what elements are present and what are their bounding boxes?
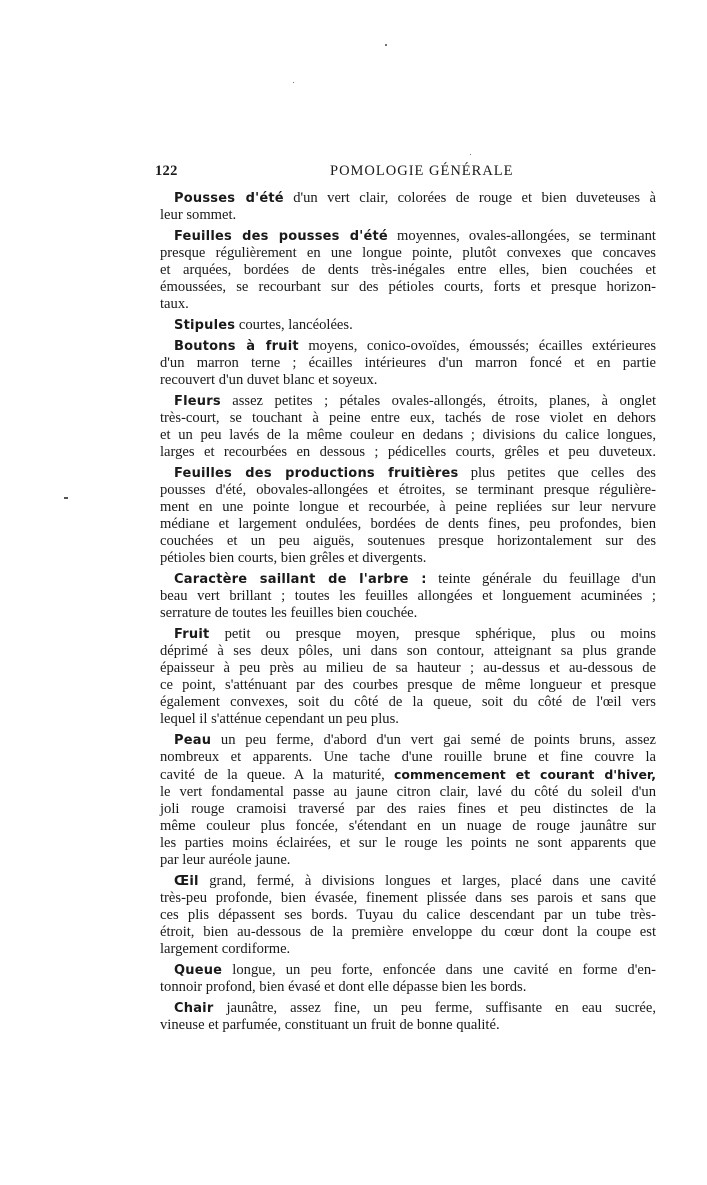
paragraph-queue: Queue longue, un peu forte, enfoncée dans une cavité en forme d'en- tonnoir profond, bien évasé et dont elle dépasse bien les bords.	[160, 962, 656, 995]
paragraph-feuilles-productions: Feuilles des productions fruitières plus petites que celles des pousses d'été, obovales-allongées et étroites, se terminant presque régulière- ment en une pointe longue et recourbée, à peine repliées sur leur nervure médiane et largement ondulées, bordées de dents fines, peu profondes, bien couchées et un peu aiguës, soutenues presque horizontalement sur des pétioles bien courts, bien grêles et divergents.	[160, 465, 656, 566]
entry-lead: Queue	[174, 963, 223, 978]
paragraph-fruit: Fruit petit ou presque moyen, presque sphérique, plus ou moins déprimé à ses deux pôles, uni dans son contour, atteignant sa plus grande épaisseur à peu près au milieu de sa hauteur ; au-dessus et au-dessous de ce point, s'atténuant par des courbes presque de même longueur et presque également convexes, soit du côté de la queue, soit du côté de l'œil vers lequel il s'atténue cependant un peu plus.	[160, 626, 656, 727]
paragraph-boutons: Boutons à fruit moyens, conico-ovoïdes, émoussés; écailles extérieures d'un marron terne ; écailles intérieures d'un marron foncé et en partie recouvert d'un duvet blanc et soyeux.	[160, 338, 656, 388]
page-number: 122	[155, 163, 178, 179]
entry-lead: Pousses d'été	[174, 191, 284, 206]
entry-lead: Stipules	[174, 318, 236, 333]
entry-lead: Chair	[174, 1001, 214, 1016]
entry-lead: Boutons à fruit	[174, 339, 299, 354]
scan-speck	[385, 44, 387, 46]
running-title: POMOLOGIE GÉNÉRALE	[330, 163, 514, 179]
ripening-period: commencement et courant d'hiver,	[394, 767, 656, 782]
paragraph-pousses: Pousses d'été d'un vert clair, colorées de rouge et bien duveteuses à leur sommet.	[160, 190, 656, 223]
paragraph-stipules: Stipules courtes, lancéolées.	[174, 317, 353, 333]
running-head	[155, 163, 655, 183]
paragraph-peau: Peau un peu ferme, d'abord d'un vert gai semé de points bruns, assez nombreux et apparents. Une tache d'une rouille brune et fine couvre la cavité de la queue. A la maturité, commencement et courant d'hiver, le vert fondamental passe au jaune citron clair, lavé du côté du soleil d'un joli rouge cramoisi traversé par des raies fines et peu distinctes de la même couleur plus foncée, s'étendant en un nuage de rouge jaunâtre sur les parties moins éclairées, et sur le rouge les points ne sont apparents que par leur auréole jaune.	[160, 732, 656, 868]
entry-lead: Fleurs	[174, 394, 221, 409]
entry-lead: Feuilles des pousses d'été	[174, 229, 388, 244]
body-text	[160, 190, 656, 1038]
paragraph-caractere: Caractère saillant de l'arbre : teinte générale du feuillage d'un beau vert brillant ; toutes les feuilles allongées et longuement acuminées ; serrature de toutes les feuilles bien couchée.	[160, 571, 656, 621]
scan-speck	[293, 82, 294, 83]
paragraph-chair: Chair jaunâtre, assez fine, un peu ferme, suffisante en eau sucrée, vineuse et parfumée, constituant un fruit de bonne qualité.	[160, 1000, 656, 1033]
entry-lead: Œil	[174, 874, 199, 889]
paragraph-fleurs: Fleurs assez petites ; pétales ovales-allongés, étroits, planes, à onglet très-court, se touchant à peine entre eux, tachés de rose violet en dehors et un peu lavés de la même couleur en dedans ; divisions du calice longues, larges et recourbées en dessous ; pédicelles courts, grêles et peu duveteux.	[160, 393, 656, 460]
paragraph-oeil: Œil grand, fermé, à divisions longues et larges, placé dans une cavité très-peu profonde, bien évasée, finement plissée dans ses parois et sans que ces plis dépassent ses bords. Tuyau du calice descendant par un tube très- étroit, bien au-dessous de la première enveloppe du cœur dont la coupe est largement cordiforme.	[160, 873, 656, 957]
paragraph-feuilles-pousses: Feuilles des pousses d'été moyennes, ovales-allongées, se terminant presque régulièrement en une longue pointe, plutôt convexes que concaves et arquées, bordées de dents très-inégales entre elles, bien couchées et émoussées, se recourbant sur des pétioles courts, forts et presque horizon- taux.	[160, 228, 656, 312]
entry-lead: Caractère saillant de l'arbre :	[174, 572, 427, 587]
entry-lead: Fruit	[174, 627, 210, 642]
entry-lead: Feuilles des productions fruitières	[174, 466, 459, 481]
scan-speck	[470, 154, 471, 155]
entry-lead: Peau	[174, 733, 212, 748]
margin-mark	[64, 497, 68, 499]
